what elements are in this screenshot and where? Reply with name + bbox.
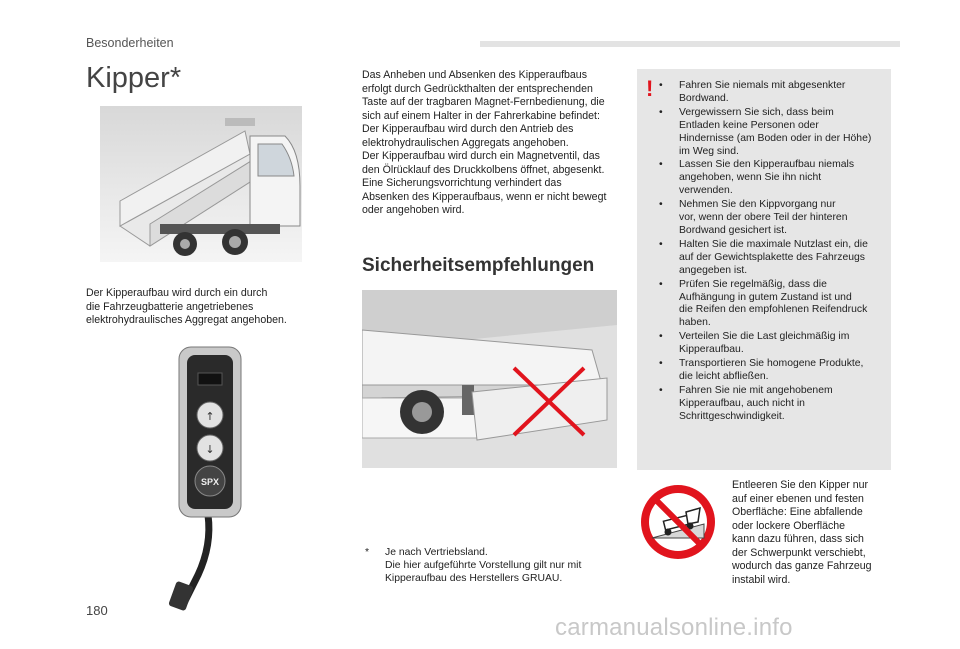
intro-line: Der Kipperaufbau wird durch den Antrieb des xyxy=(362,123,574,135)
slope-note-line: der Schwerpunkt verschiebt, xyxy=(732,546,866,559)
page-title: Kipper* xyxy=(86,62,182,94)
footnote xyxy=(365,546,605,585)
intro-line: Taste auf der tragbaren Magnet-Fernbedienung, die xyxy=(362,96,605,108)
slope-note-line: kann dazu führen, dass sich xyxy=(732,533,864,545)
slope-note xyxy=(732,479,892,587)
warning-line: die leicht abfließen. xyxy=(679,370,769,382)
header-divider xyxy=(480,41,900,47)
warning-line: • Fahren Sie nie mit angehobenem xyxy=(679,384,833,396)
warning-line: Bordwand. xyxy=(679,92,729,104)
warning-line: angegeben ist. xyxy=(679,264,748,276)
warning-item xyxy=(655,385,885,424)
slope-note-line: instabil wird. xyxy=(732,573,791,586)
warning-item xyxy=(655,159,885,198)
intro-line: oder angehoben wird. xyxy=(362,204,465,216)
intro-line: elektrohydraulischen Aggregats angehoben. xyxy=(362,136,569,149)
tipper-truck-illustration xyxy=(100,106,302,262)
svg-text:↓: ↓ xyxy=(205,443,215,456)
warning-item xyxy=(655,199,885,238)
slope-note-line: wodurch das ganze Fahrzeug xyxy=(732,560,872,572)
intro-line: Eine Sicherungsvorrichtung verhindert das xyxy=(362,177,562,189)
warning-line: • Fahren Sie niemals mit abgesenkter xyxy=(679,80,846,91)
intro-line: erfolgt durch Gedrückthalten der entsprechenden xyxy=(362,82,593,95)
tipper-caption xyxy=(86,287,336,328)
warning-line: • Nehmen Sie den Kippvorgang nur xyxy=(679,199,836,211)
remote-control-illustration xyxy=(160,345,250,615)
warning-line: Schrittgeschwindigkeit. xyxy=(679,410,785,422)
warning-item xyxy=(655,331,885,357)
intro-line: den Ölrücklauf des Druckkolbens öffnet, abgesenkt. xyxy=(362,163,605,176)
caption-line: Der Kipperaufbau wird durch ein durch xyxy=(86,287,268,299)
warning-line: • Vergewissern Sie sich, dass beim xyxy=(679,106,834,118)
slope-note-line: Oberfläche: Eine abfallende xyxy=(732,506,863,518)
slope-note-line: Entleeren Sie den Kipper nur xyxy=(732,479,869,491)
warning-item xyxy=(655,239,885,278)
warning-item xyxy=(655,358,885,384)
warning-line: • Transportieren Sie homogene Produkte, xyxy=(679,358,864,370)
warning-item xyxy=(655,107,885,159)
watermark: carmanualsonline.info xyxy=(555,614,793,641)
footnote-line: Kipperaufbau des Herstellers GRUAU. xyxy=(385,573,563,584)
intro-line: Der Kipperaufbau wird durch ein Magnetventil, das xyxy=(362,150,600,162)
warning-line: im Weg sind. xyxy=(679,145,739,157)
warning-line: angehoben, wenn Sie ihn nicht xyxy=(679,172,822,184)
caption-line: die Fahrzeugbatterie angetriebenes xyxy=(86,300,254,313)
warning-item xyxy=(655,80,885,106)
caption-line: elektrohydraulisches Aggregat angehoben. xyxy=(86,314,287,326)
warning-line: Kipperaufbau, auch nicht in xyxy=(679,397,805,409)
page-number: 180 xyxy=(86,603,108,618)
open-tailgate-prohibited-illustration xyxy=(362,290,617,468)
warning-line: auf der Gewichtsplakette des Fahrzeugs xyxy=(679,251,865,263)
warning-line: • Lassen Sie den Kipperaufbau niemals xyxy=(679,159,855,171)
warning-line: Entladen keine Personen oder xyxy=(679,119,819,131)
slope-note-line: oder lockere Oberfläche xyxy=(732,519,846,532)
warning-list xyxy=(655,80,885,425)
svg-text:↑: ↑ xyxy=(205,410,215,423)
warning-item xyxy=(655,279,885,331)
warning-line: verwenden. xyxy=(679,185,733,197)
warning-line: die Reifen den empfohlenen Reifendruck xyxy=(679,304,868,316)
warning-line: Bordwand gesichert ist. xyxy=(679,224,788,236)
intro-line: Das Anheben und Absenken des Kipperaufbaus xyxy=(362,69,587,81)
section-title: Besonderheiten xyxy=(86,36,174,50)
warning-line: Aufhängung in gutem Zustand ist und xyxy=(679,291,852,303)
footnote-line: Je nach Vertriebsland. xyxy=(385,547,488,558)
remote-brand-label: SPX xyxy=(200,477,220,487)
intro-line: sich auf einem Halter in der Fahrerkabine befindet: xyxy=(362,109,600,122)
warning-line: • Halten Sie die maximale Nutzlast ein, die xyxy=(679,238,868,250)
warning-line: • Verteilen Sie die Last gleichmäßig im xyxy=(679,331,850,343)
footnote-star: * xyxy=(365,547,370,558)
slope-note-line: auf einer ebenen und festen xyxy=(732,492,864,505)
warning-line: • Prüfen Sie regelmäßig, dass die xyxy=(679,278,827,290)
warning-exclamation-icon: ! xyxy=(646,76,654,101)
intro-line: Absenken des Kipperaufbaus, wenn er nicht bewegt xyxy=(362,190,607,203)
warning-line: Hindernisse (am Boden oder in der Höhe) xyxy=(679,132,872,144)
safety-heading: Sicherheitsempfehlungen xyxy=(362,255,595,276)
no-slope-tipping-icon xyxy=(638,482,718,562)
warning-line: haben. xyxy=(679,317,711,329)
warning-line: Kipperaufbau. xyxy=(679,344,744,356)
footnote-line: Die hier aufgeführte Vorstellung gilt nur mit xyxy=(385,560,582,571)
intro-text xyxy=(362,69,617,218)
warning-line: vor, wenn der obere Teil der hinteren xyxy=(679,212,848,224)
